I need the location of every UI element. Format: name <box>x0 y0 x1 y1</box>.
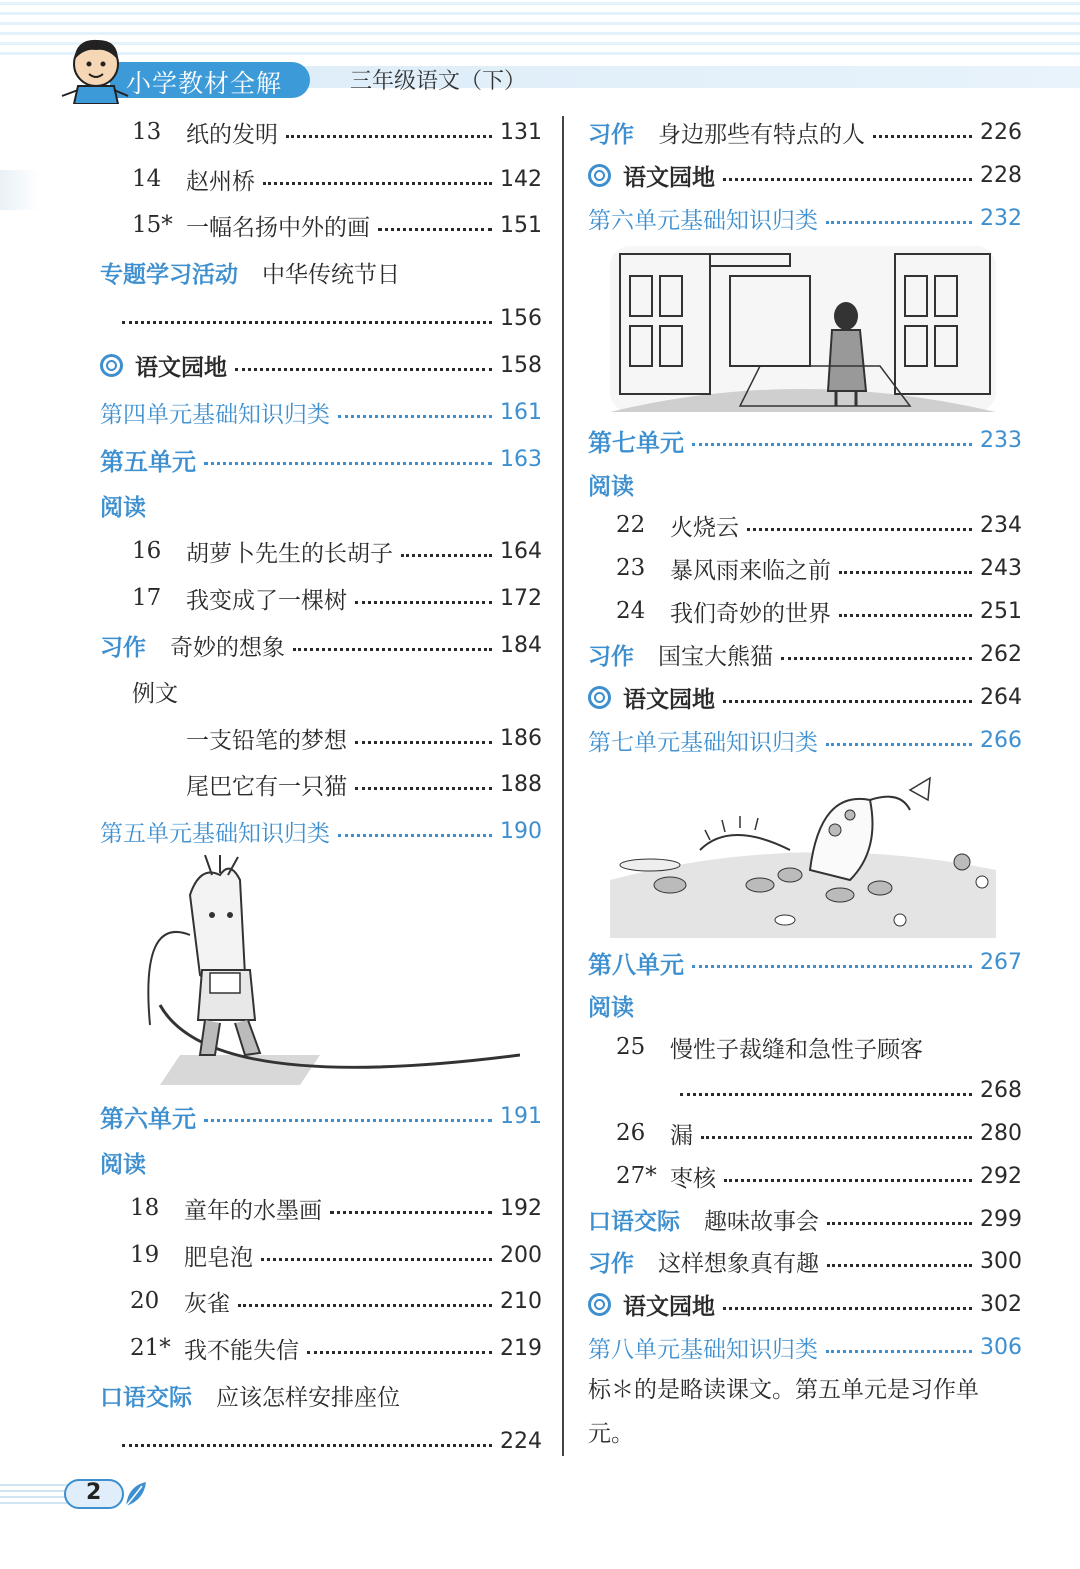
toc-entry-oral-communication[interactable]: 口语交际 应该怎样安排座位 <box>100 1384 400 1411</box>
toc-entry[interactable]: 22 火烧云 234 <box>616 512 1022 541</box>
footnote: 标＊的是略读课文。第五单元是习作单元。 <box>588 1377 979 1447</box>
toc-entry-topic-activity[interactable]: 专题学习活动 中华传统节日 <box>100 261 400 288</box>
toc-entry-unit-summary[interactable]: 第七单元基础知识归类 266 <box>588 727 1022 756</box>
toc-entry[interactable]: 21* 我不能失信 219 <box>130 1335 542 1364</box>
double-circle-icon <box>588 686 611 709</box>
toc-entry-composition[interactable]: 习作 国宝大熊猫 262 <box>588 641 1022 670</box>
toc-entry-language-garden[interactable]: 语文园地 264 <box>588 677 1022 717</box>
toc-entry-unit-summary[interactable]: 第四单元基础知识归类 161 <box>100 399 542 428</box>
toc-entry[interactable]: 14 赵州桥 142 <box>132 166 542 195</box>
double-circle-icon <box>100 354 123 377</box>
boy-mascot-icon <box>56 34 134 104</box>
toc-entry-composition[interactable]: 习作 这样想象真有趣 300 <box>588 1248 1022 1277</box>
book-subtitle: 三年级语文（下） <box>350 69 527 94</box>
toc-section-reading: 阅读 <box>100 1151 146 1178</box>
corridor-girl-illustration <box>610 246 996 412</box>
toc-entry[interactable]: 尾巴它有一只猫 188 <box>186 771 542 800</box>
toc-entry[interactable]: 25 慢性子裁缝和急性子顾客 <box>616 1034 923 1063</box>
toc-entry[interactable]: 15* 一幅名扬中外的画 151 <box>132 212 542 241</box>
toc-unit-heading[interactable]: 第七单元 233 <box>588 427 1022 457</box>
toc-entry[interactable]: 23 暴风雨来临之前 243 <box>616 555 1022 584</box>
toc-section-reading: 阅读 <box>588 994 634 1021</box>
column-divider <box>562 116 564 1456</box>
toc-section-reading: 阅读 <box>100 494 146 521</box>
toc-entry[interactable]: 26 漏 280 <box>616 1120 1022 1149</box>
toc-entry[interactable]: 一支铅笔的梦想 186 <box>186 725 542 754</box>
double-circle-icon <box>588 1293 611 1316</box>
toc-unit-heading[interactable]: 第五单元 163 <box>100 446 542 476</box>
toc-entry-language-garden[interactable]: 语文园地 302 <box>588 1284 1022 1324</box>
toc-entry-language-garden[interactable]: 语文园地 158 <box>100 345 542 385</box>
toc-entry[interactable]: 17 我变成了一棵树 172 <box>132 585 542 614</box>
toc-unit-heading[interactable]: 第八单元 267 <box>588 949 1022 979</box>
toc-entry[interactable]: 13 纸的发明 131 <box>132 119 542 148</box>
toc-entry[interactable]: 20 灰雀 210 <box>130 1288 542 1317</box>
toc-entry[interactable]: 27* 枣核 292 <box>616 1163 1022 1192</box>
page-number: 2 <box>86 1480 102 1505</box>
toc-entry-composition[interactable]: 习作 奇妙的想象 184 <box>100 632 542 661</box>
toc-section-reading: 阅读 <box>588 473 634 500</box>
toc-entry[interactable]: 18 童年的水墨画 192 <box>130 1195 542 1224</box>
toc-section-sample-essays: 例文 <box>132 680 178 707</box>
toc-entry-continued[interactable]: 224 <box>122 1421 542 1461</box>
toc-entry-unit-summary[interactable]: 第六单元基础知识归类 232 <box>588 205 1022 234</box>
toc-entry[interactable]: 16 胡萝卜先生的长胡子 164 <box>132 538 542 567</box>
toc-entry-unit-summary[interactable]: 第八单元基础知识归类 306 <box>588 1334 1022 1363</box>
page-edge-shade <box>0 170 40 210</box>
leaves-pebbles-illustration <box>610 770 996 938</box>
toc-entry-unit-summary[interactable]: 第五单元基础知识归类 190 <box>100 818 542 847</box>
carrot-man-illustration <box>120 855 520 1090</box>
book-title: 小学教材全解 <box>126 69 283 98</box>
toc-entry-language-garden[interactable]: 语文园地 228 <box>588 155 1022 195</box>
double-circle-icon <box>588 164 611 187</box>
toc-entry-continued[interactable]: 156 <box>122 298 542 338</box>
toc-entry[interactable]: 19 肥皂泡 200 <box>130 1242 542 1271</box>
header-stripes <box>0 0 1080 62</box>
toc-entry-oral-communication[interactable]: 口语交际 趣味故事会 299 <box>588 1206 1022 1235</box>
toc-entry-continued[interactable]: 268 <box>680 1070 1022 1110</box>
footer-stripes <box>0 1484 70 1508</box>
toc-unit-heading[interactable]: 第六单元 191 <box>100 1103 542 1133</box>
toc-entry[interactable]: 24 我们奇妙的世界 251 <box>616 598 1022 627</box>
leaf-icon <box>122 1478 150 1510</box>
toc-entry-composition[interactable]: 习作 身边那些有特点的人 226 <box>588 119 1022 148</box>
